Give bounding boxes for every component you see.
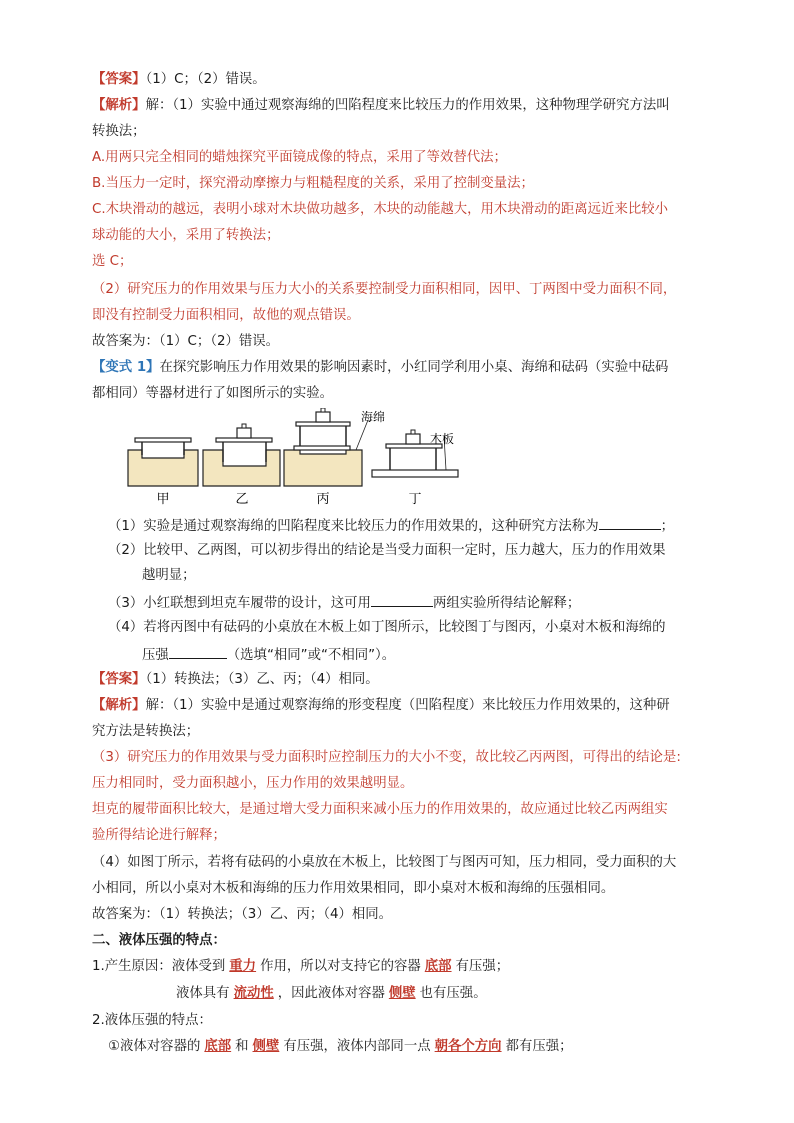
features-title: 2.液体压强的特点：	[92, 1013, 212, 1028]
reason-4-line1: （4）如图丁所示，若将有砝码的小桌放在木板上，比较图丁与图丙可知，压力相同，受力面积的大	[92, 855, 677, 870]
experiment-figure	[118, 408, 478, 510]
tank-line2: 验所得结论进行解释；	[92, 828, 226, 843]
caption-yi: 乙	[235, 492, 249, 507]
answer-tag: 【答案】	[92, 72, 146, 87]
analysis-1-line2: 转换法；	[92, 124, 146, 139]
analysis-tag: 【解析】	[92, 98, 146, 113]
section-liquid-pressure: 二、液体压强的特点：	[92, 933, 226, 948]
question-2-line1: （2）比较甲、乙两图，可以初步得出的结论是当受力面积一定时，压力越大，压力的作用效果	[108, 543, 666, 558]
fill-bottom: 底部	[424, 959, 452, 974]
final-answer-1: 故答案为：（1）C；（2）错误。	[92, 334, 280, 349]
part2-line1: （2）研究压力的作用效果与压力大小的关系要控制受力面积相同，因甲、丁两图中受力面积不同，	[92, 282, 677, 297]
answer-2: 【答案】（1）转换法；（3）乙、丙；（4）相同。	[92, 672, 379, 687]
figure-bing	[284, 408, 385, 507]
label-board: 木板	[430, 432, 455, 446]
caption-jia: 甲	[156, 492, 170, 507]
feature-1: ①液体对容器的 底部 和 侧壁 有压强，液体内部同一点 朝各个方向 都有压强；	[108, 1039, 573, 1054]
reason-3-line1: （3）研究压力的作用效果与受力面积时应控制压力的大小不变，故比较乙丙两图，可得出的结论是:	[92, 750, 681, 765]
fill-gravity: 重力	[229, 959, 257, 974]
question-2-line2: 越明显；	[142, 568, 196, 583]
reason-4-line2: 小相同，所以小桌对木板和海绵的压力作用效果相同，即小桌对木板和海绵的压强相同。	[92, 881, 615, 896]
option-b: B.当压力一定时，探究滑动摩擦力与粗糙程度的关系，采用了控制变量法；	[92, 176, 534, 191]
figure-yi	[203, 424, 280, 507]
answer-1: 【答案】（1）C；（2）错误。	[92, 72, 266, 87]
caption-ding: 丁	[408, 492, 422, 507]
variant-line2: 都相同）等器材进行了如图所示的实验。	[92, 386, 334, 401]
answer-blank-3[interactable]	[371, 592, 433, 607]
tank-line1: 坦克的履带面积比较大，是通过增大受力面积来减小压力的作用效果的，故应通过比较乙丙两组实	[92, 802, 668, 817]
fill-side-wall: 侧壁	[388, 986, 416, 1001]
reason-3-line2: 压力相同时，受力面积越小，压力作用的效果越明显。	[92, 776, 414, 791]
label-sponge: 海绵	[361, 410, 386, 424]
analysis-1-line1: 【解析】解：（1）实验中通过观察海绵的凹陷程度来比较压力的作用效果，这种物理学研究方法叫	[92, 98, 670, 113]
part2-line2: 即没有控制受力面积相同，故他的观点错误。	[92, 308, 360, 323]
final-answer-2: 故答案为：（1）转换法；（3）乙、丙；（4）相同。	[92, 907, 393, 922]
choose-c: 选 C；	[92, 254, 133, 269]
option-c-line1: C.木块滑动的越远，表明小球对木块做功越多，木块的动能越大，用木块滑动的距离远近来比较小	[92, 202, 669, 217]
fill-all-directions: 朝各个方向	[434, 1039, 502, 1054]
figure-jia	[128, 438, 198, 507]
option-a: A.用两只完全相同的蜡烛探究平面镜成像的特点，采用了等效替代法；	[92, 150, 507, 165]
answer-blank-1[interactable]	[599, 515, 661, 530]
cause-line2: 液体具有 流动性 ，因此液体对容器 侧壁 也有压强。	[176, 986, 487, 1001]
analysis-2-line2: 究方法是转换法；	[92, 724, 200, 739]
fill-side-wall-2: 侧壁	[252, 1039, 280, 1054]
figure-ding	[372, 430, 458, 507]
analysis-tag: 【解析】	[92, 698, 146, 713]
fill-fluidity: 流动性	[233, 986, 274, 1001]
variant-tag: 【变式 1】	[92, 360, 160, 375]
question-1: （1）实验是通过观察海绵的凹陷程度来比较压力的作用效果的，这种研究方法称为 ；	[108, 515, 674, 537]
question-3: （3）小红联想到坦克车履带的设计，这可用 两组实验所得结论解释；	[108, 592, 580, 614]
option-c-line2: 球动能的大小，采用了转换法；	[92, 228, 280, 243]
answer-tag: 【答案】	[92, 672, 146, 687]
answer-blank-4[interactable]	[169, 644, 227, 659]
fill-bottom-2: 底部	[204, 1039, 232, 1054]
caption-bing: 丙	[316, 492, 330, 507]
cause-line1: 1.产生原因：液体受到 重力 作用，所以对支持它的容器 底部 有压强；	[92, 959, 510, 974]
analysis-2-line1: 【解析】解：（1）实验中是通过观察海绵的形变程度（凹陷程度）来比较压力作用效果的，这种研	[92, 698, 670, 713]
variant-line1: 【变式 1】在探究影响压力作用效果的影响因素时，小红同学利用小桌、海绵和砝码（实验中砝码	[92, 360, 669, 375]
question-4-line2: 压强 （选填“相同”或“不相同”）。	[142, 644, 395, 666]
question-4-line1: （4）若将丙图中有砝码的小桌放在木板上如丁图所示，比较图丁与图丙，小桌对木板和海绵的	[108, 620, 666, 635]
